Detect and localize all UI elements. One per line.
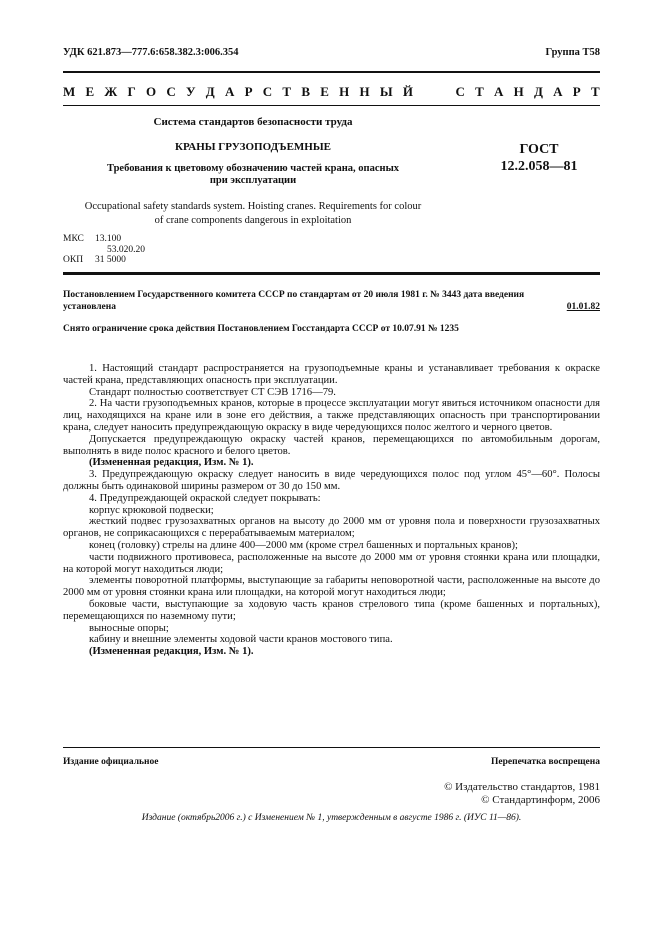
copyright-line: © Издательство стандартов, 1981 [444, 781, 600, 793]
classification-codes [63, 234, 145, 266]
system-title: Система стандартов безопасности труда [153, 116, 353, 128]
banner-letter: Й [402, 84, 413, 99]
paragraph: Стандарт полностью соответствует СТ СЭВ 1716—79. [89, 386, 336, 398]
list-item: части подвижного противовеса, расположенные на высоте до 2000 мм от уровня стоянки крана или площадки, на которой могут находиться люди; [63, 551, 600, 575]
paragraph: Допускается предупреждающую окраску частей кранов, перемещающихся по автомобильным дорогам, выполнять в виде полос красного и белого цветов. [63, 433, 600, 457]
list-item: боковые части, выступающие за ходовую часть кранов стрелового типа (кроме башенных и портальных), перемещающихся по наземному пути; [63, 598, 600, 622]
banner-letter: С [455, 84, 465, 99]
gost-code: 12.2.058—81 [500, 159, 578, 174]
banner-letter: О [146, 84, 157, 99]
banner-letter: Р [572, 84, 581, 99]
introduction-date: 01.01.82 [566, 302, 600, 312]
banner-letter: Г [127, 84, 136, 99]
english-title [63, 200, 443, 228]
udk-code: УДК 621.873—777.6:658.382.3:006.354 [63, 47, 239, 58]
banner-letter: Т [475, 84, 484, 99]
reprint-prohibited-label: Перепечатка воспрещена [490, 757, 600, 767]
footer-rule [63, 747, 600, 748]
banner-letter: Е [320, 84, 329, 99]
paragraph: 3. Предупреждающую окраску следует наносить в виде чередующихся полос под углом 45°—60°. Полосы должны быть одинаковой ширины размером от 30 до 150 мм. [63, 469, 600, 492]
list-item: конец (головку) стрелы на длине 400—2000 мм (кроме стрел башенных и портальных кранов); [89, 539, 518, 551]
mks-label: МКС [63, 234, 84, 244]
subtitle-line: Требования к цветовому обозначению частей крана, опасных [106, 163, 400, 174]
banner-letter: А [493, 84, 504, 99]
banner-letter: Т [282, 84, 292, 99]
official-edition-label: Издание официальное [63, 757, 159, 767]
paragraph: 4. Предупреждающей окраской следует покрывать: [89, 492, 321, 504]
gost-label: ГОСТ [519, 142, 559, 157]
banner-letter: С [166, 84, 176, 99]
subtitle-line: при эксплуатации [209, 175, 297, 186]
banner-letter: В [301, 84, 310, 99]
thick-rule [63, 272, 600, 275]
banner-letter: Ж [104, 84, 118, 99]
banner-letter: Н [513, 84, 524, 99]
mks-code: 53.020.20 [107, 244, 145, 255]
banner-letter: Н [359, 84, 370, 99]
paragraph: 1. Настоящий стандарт распространяется на грузоподъемные краны и устанавливает требования к окраске частей крана, представляющих опасность при эксплуатации. [63, 363, 600, 386]
list-item: кабину и внешние элементы ходовой части кранов мостового типа. [89, 634, 393, 646]
banner-letter: Т [590, 84, 600, 99]
banner-letter: А [224, 84, 235, 99]
amendment-note: (Измененная редакция, Изм. № 1). [89, 457, 254, 469]
mks-code: 13.100 [95, 234, 122, 244]
copyright-block [444, 781, 600, 807]
top-rule [63, 71, 600, 73]
banner-letter: А [553, 84, 563, 99]
banner-letter: С [262, 84, 273, 99]
edition-note: Издание (октябрь2006 г.) с Изменением № 1, утвержденным в августе 1986 г. (ИУС 11—86). [141, 813, 522, 823]
list-item: элементы поворотной платформы, выступающие за габариты неповоротной части, расположенные на высоте до 2000 мм от уровня стоянки крана или площадки, на которой могут находиться люди; [63, 575, 600, 599]
list-item: жесткий подвес грузозахватных органов на высоту до 2000 мм от уровня пола и поверхности грузозахватных органов, не соприкасающихся с перерабатываемым материалом; [63, 516, 600, 540]
decree-line: установлена [63, 302, 116, 312]
banner-letter: Р [244, 84, 253, 99]
banner-letter: М [63, 84, 76, 99]
okp-code: 31 5000 [95, 255, 126, 265]
paragraph: 2. На части грузоподъемных кранов, которые в процессе эксплуатации могут явиться источником опасности для лиц, находящихся на кране или в зоне его действия, а также представляющих опасность при транспортировании крана, следует наносить предупреждающую окраску в виде чередующихся полос желтого и черного цветов. [63, 398, 600, 433]
document-subtitle [63, 163, 443, 187]
interstate-standard-banner [63, 84, 600, 100]
banner-letter: Н [339, 84, 350, 99]
decree-text [63, 289, 600, 313]
banner-letter: Д [205, 84, 215, 99]
banner-letter: Ы [379, 84, 393, 99]
amendment-note: (Измененная редакция, Изм. № 1). [89, 646, 254, 658]
restriction-removed-note: Снято ограничение срока действия Постановлением Госстандарта СССР от 10.07.91 № 1235 [63, 324, 459, 334]
list-item: выносные опоры; [89, 622, 169, 634]
standard-body [63, 363, 600, 658]
document-title: КРАНЫ ГРУЗОПОДЪЕМНЫЕ [174, 141, 332, 153]
english-title-line: Occupational safety standards system. Hoisting cranes. Requirements for colour [84, 201, 422, 212]
list-item: корпус крюковой подвески; [89, 504, 214, 516]
banner-letter: Е [85, 84, 95, 99]
gost-number [478, 141, 600, 175]
english-title-line: of crane components dangerous in exploitation [154, 215, 352, 226]
group-code: Группа Т58 [545, 47, 600, 58]
decree-line: Постановлением Государственного комитета СССР по стандартам от 20 июля 1981 г. № 3443 дата введения [63, 290, 525, 300]
okp-label: ОКП [63, 255, 84, 265]
banner-letter: Д [533, 84, 543, 99]
copyright-line: © Стандартинформ, 2006 [481, 794, 600, 806]
banner-rule [63, 105, 600, 106]
banner-gap [423, 84, 445, 100]
banner-letter: У [186, 84, 196, 99]
